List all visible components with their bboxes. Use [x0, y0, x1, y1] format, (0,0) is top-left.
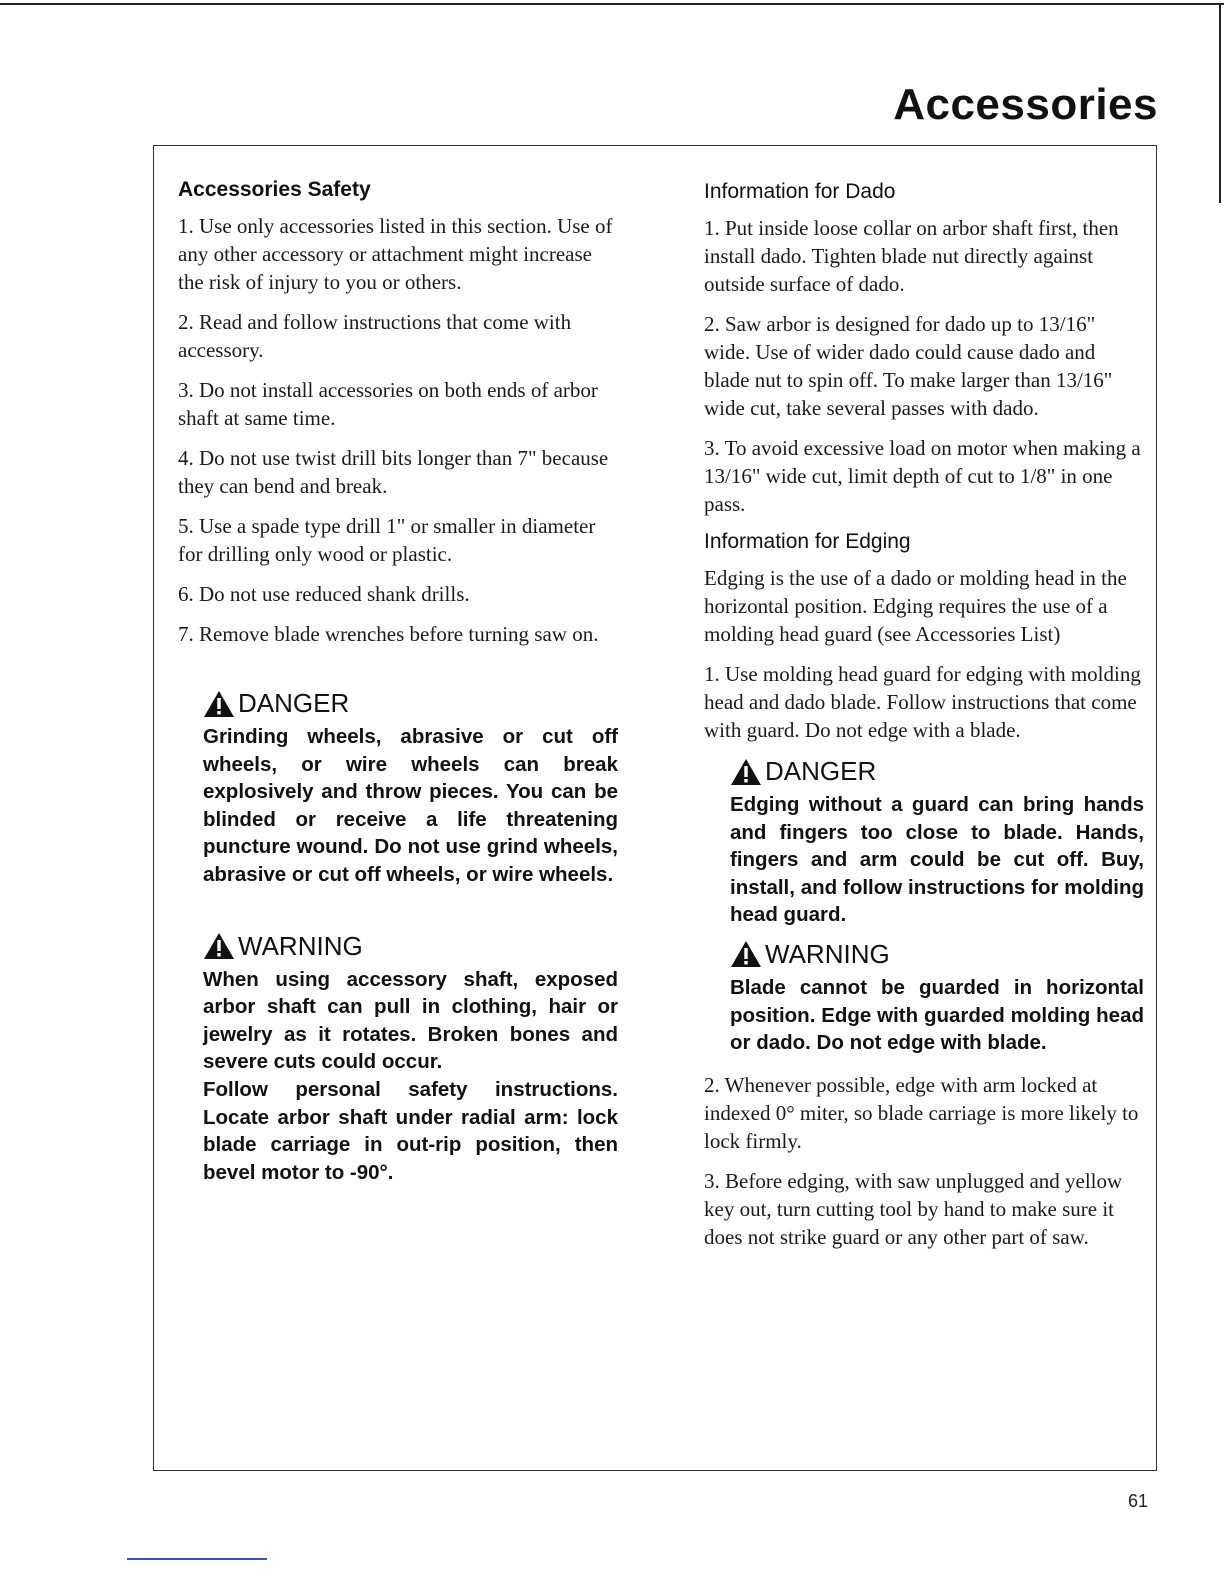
- warning-text: When using accessory shaft, exposed arbor shaft can pull in clothing, hair or jewelry as it rotates. Broken bones and severe cuts could occur.: [203, 967, 618, 1074]
- safety-item: 5. Use a spade type drill 1" or smaller in diameter for drilling only wood or plastic.: [178, 514, 596, 566]
- dado-item: 1. Put inside loose collar on arbor shaft first, then install dado. Tighten blade nut directly against outside surface of dado.: [704, 216, 1119, 296]
- warning-label: WARNING: [238, 930, 363, 961]
- edging-heading: Information for Edging: [704, 530, 911, 553]
- safety-item: 1. Use only accessories listed in this section. Use of any other accessory or attachment might increase the risk of injury to you or others.: [178, 214, 613, 294]
- top-border-line: [0, 3, 1224, 5]
- warning-text-followup: Follow personal safety instructions. Locate arbor shaft under radial arm: lock blade carriage in out-rip position, then bevel motor to -90°.: [203, 1077, 618, 1184]
- warning-triangle-icon: [730, 758, 762, 786]
- edging-intro: Edging is the use of a dado or molding head in the horizontal position. Edging requires the use of a molding head guard (see Accessories List): [704, 566, 1127, 646]
- right-column: [704, 180, 1144, 1263]
- warning-notice-blade: [730, 939, 1144, 1057]
- warning-label: WARNING: [765, 938, 890, 969]
- safety-item: 7. Remove blade wrenches before turning saw on.: [178, 622, 599, 646]
- page-number: 61: [1128, 1491, 1149, 1511]
- warning-notice-arbor-shaft: [203, 931, 618, 1187]
- warning-text: Blade cannot be guarded in horizontal position. Edge with guarded molding head or dado. Do not edge with blade.: [730, 975, 1144, 1055]
- danger-title: [203, 688, 618, 719]
- right-border-line: [1219, 3, 1221, 203]
- left-column: [178, 178, 618, 1186]
- dado-item: 2. Saw arbor is designed for dado up to 13/16" wide. Use of wider dado could cause dado and blade nut to spin off. To make larger than 13/16" wide cut, take several passes with dado.: [704, 312, 1113, 420]
- safety-item: 4. Do not use twist drill bits longer than 7" because they can bend and break.: [178, 446, 609, 498]
- warning-title: [203, 931, 618, 962]
- dado-item: 3. To avoid excessive load on motor when making a 13/16" wide cut, limit depth of cut to 1/8" in one pass.: [704, 436, 1141, 516]
- page-title: Accessories: [893, 80, 1158, 129]
- danger-notice-grinding: [203, 688, 618, 889]
- bottom-divider: [127, 1558, 267, 1560]
- danger-text: Grinding wheels, abrasive or cut off wheels, or wire wheels can break explosively and throw pieces. You can be blinded or receive a life threatening puncture wound. Do not use grind wheels, abrasive or cut off wheels, or wire wheels.: [203, 725, 618, 886]
- edging-item: 2. Whenever possible, edge with arm locked at indexed 0° miter, so blade carriage is more likely to lock firmly.: [704, 1072, 1139, 1153]
- danger-text: Edging without a guard can bring hands and fingers too close to blade. Hands, fingers and arm could be cut off. Buy, install, and follow instructions for molding head guard.: [730, 793, 1144, 927]
- edging-item: 3. Before edging, with saw unplugged and yellow key out, turn cutting tool by hand to make sure it does not strike guard or any other part of saw.: [704, 1168, 1123, 1249]
- danger-notice-edging: [730, 756, 1144, 929]
- danger-label: DANGER: [238, 688, 350, 718]
- warning-triangle-icon: [203, 690, 235, 718]
- danger-label: DANGER: [765, 756, 877, 786]
- accessories-safety-heading: Accessories Safety: [178, 178, 371, 201]
- warning-triangle-icon: [730, 940, 762, 968]
- safety-item: 2. Read and follow instructions that come with accessory.: [178, 310, 572, 362]
- edging-item: 1. Use molding head guard for edging with molding head and dado blade. Follow instructions that come with guard. Do not edge with a blade.: [704, 662, 1141, 742]
- warning-title: [730, 939, 1144, 970]
- danger-title: [730, 756, 1144, 787]
- safety-item: 6. Do not use reduced shank drills.: [178, 582, 470, 606]
- safety-item: 3. Do not install accessories on both ends of arbor shaft at same time.: [178, 378, 598, 430]
- dado-heading: Information for Dado: [704, 180, 896, 203]
- warning-triangle-icon: [203, 932, 235, 960]
